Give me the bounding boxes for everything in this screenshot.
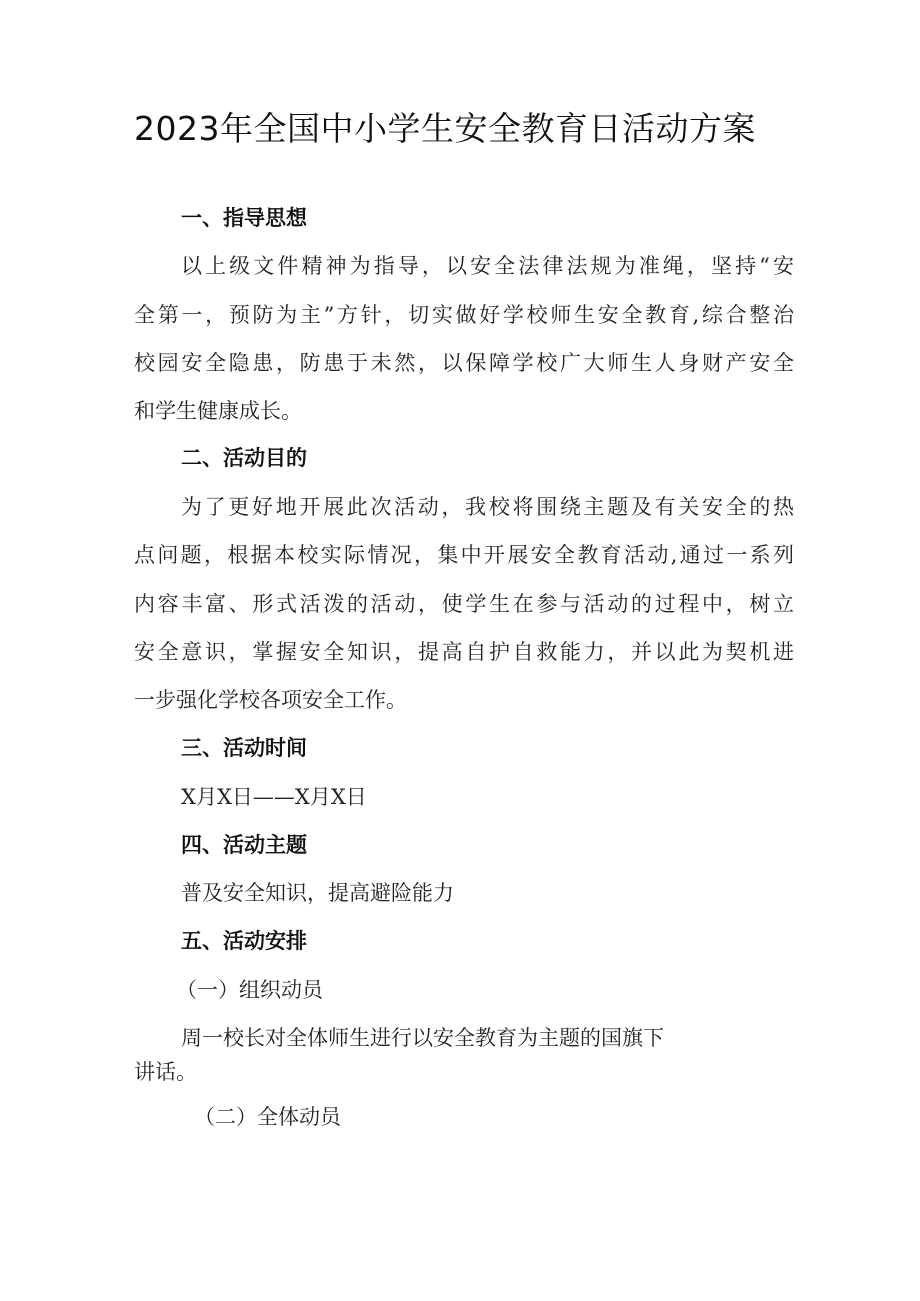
- subsection-heading-full-mobilization: （二）全体动员: [194, 1105, 341, 1129]
- paragraph-line: 和学生健康成长。: [134, 399, 302, 423]
- paragraph-line: 讲话。: [134, 1060, 197, 1084]
- subsection-heading-organize-mobilization: （一）组织动员: [176, 978, 323, 1002]
- paragraph-line: 一步强化学校各项安全工作。: [134, 688, 407, 712]
- section-heading-activity-purpose: 二、活动目的: [181, 446, 307, 470]
- section-heading-activity-theme: 四、活动主题: [181, 833, 307, 857]
- paragraph-line: 内容丰富、形式活泼的活动，使学生在参与活动的过程中，树立: [134, 592, 794, 616]
- paragraph-line: 安全意识，掌握安全知识，提高自护自救能力，并以此为契机进: [134, 640, 794, 664]
- paragraph-line: 校园安全隐患，防患于未然，以保障学校广大师生人身财产安全: [134, 351, 794, 375]
- section-heading-guiding-ideology: 一、指导思想: [181, 206, 307, 230]
- section-heading-activity-time: 三、活动时间: [181, 736, 307, 760]
- paragraph-line: 全第一，预防为主”方针，切实做好学校师生安全教育,综合整治: [134, 303, 794, 327]
- paragraph-line: 为了更好地开展此次活动，我校将围绕主题及有关安全的热: [181, 495, 794, 519]
- activity-theme-text: 普及安全知识，提高避险能力: [181, 881, 454, 905]
- paragraph-line: 点问题，根据本校实际情况，集中开展安全教育活动,通过一系列: [134, 543, 794, 567]
- section-heading-activity-arrangement: 五、活动安排: [181, 929, 307, 953]
- paragraph-line: 以上级文件精神为指导，以安全法律法规为准绳，坚持“安: [181, 254, 794, 278]
- paragraph-line: 周一校长对全体师生进行以安全教育为主题的国旗下: [181, 1026, 664, 1050]
- activity-time-text: X月X日——X月X日: [181, 785, 367, 809]
- document-title: 2023年全国中小学生安全教育日活动方案: [134, 109, 756, 148]
